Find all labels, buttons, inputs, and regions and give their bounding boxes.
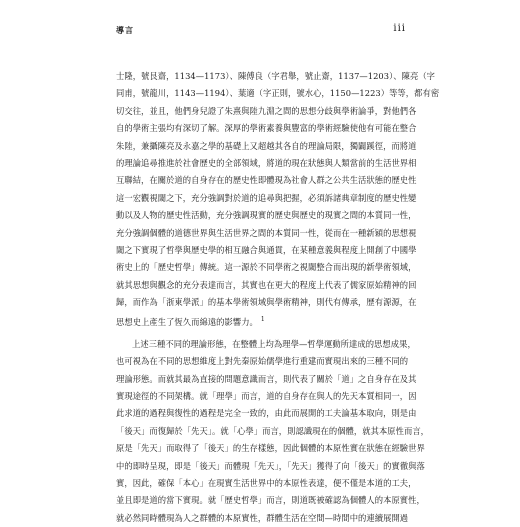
text-line: 上述三種不同的理論形態，在整體上均為理學—哲學運動所達成的思想成果， (132, 338, 416, 349)
text-line: 充分強調個體的道德世界與生活世界之間的本質同一性，從而在一種新穎的思想視 (116, 227, 417, 238)
text-line: 「後天」而復歸於「先天」。就「心學」而言，則認識現在的個體，就其本原性而言， (116, 425, 430, 436)
page-number: iii (393, 23, 406, 34)
footnote-mark: 1 (260, 316, 265, 324)
text-line: 並且即是道的當下實現。就「歷史哲學」而言，則道既被確認為個體人的本原實性， (116, 495, 425, 506)
text-line: 歸，而作為「浙東學派」的基本學術領域與學術精神，則代有傳承，歷有源源，在 (116, 297, 417, 308)
text-line: 動以及人物的歷史性活動，充分強調現實的歷史與歷史的現實之間的本質同一性， (116, 210, 417, 221)
text-line: 原是「先天」而取得了「後天」的生存樣態，因此個體的本原性實在狀態在經驗世界 (116, 443, 425, 454)
running-title: 導言 (116, 25, 134, 35)
text-line: 切交往，並且，他們身兒證了朱熹與陸九淵之間的思想分歧與學術論爭，對他們各 (116, 105, 417, 116)
text-line: 思想史上產生了恆久而綿遠的影響力。 $^1$ (116, 316, 265, 328)
text-line: 就必然同時體現為人之群體的本原實性，群體生活在空間—時間中的連續展開過 (116, 512, 409, 523)
page-header (116, 24, 406, 38)
text-line: 實現途徑的不同架構。就「理學」而言，道的自身存在與人的先天本質相同一，因 (116, 391, 417, 402)
paragraph (116, 336, 430, 527)
text-line: 此求道的過程與復性的過程是完全一致的，由此而展開的工夫論基本取向，則是由 (116, 408, 417, 419)
text-line: 閾之下實現了哲學與歷史學的相互融合與通貫，在某種意義與程度上開創了中國學 (116, 244, 417, 255)
text-line: 中的即時呈現，即是「後天」而體現「先天」，「先天」獲得了向「後天」的實徹與落 (116, 460, 425, 471)
text-line: 也可視為在不同的思想維度上對先秦原始儒學進行重建而實現出來的三種不同的 (116, 356, 409, 367)
paragraph (116, 68, 440, 329)
text-line: 這一宏觀視閾之下，充分強調對於道的追尋與把握，必須訴諸典章制度的歷史性變 (116, 192, 417, 203)
text-line: 同甫，號龍川，1143—1194）、葉適（字正則，號水心，1150—1223）等等，都有密 (116, 88, 440, 99)
text-line: 理論形態。而就其最為直接的問題意識而言，則代表了關於「道」之自身存在及其 (116, 373, 417, 384)
text-line: 自的學術主張均有深切了解。深厚的學術素養與豐富的學術經驗使他有可能在整合 (116, 123, 417, 134)
text-line: 士隆，號艮齋，1134—1173）、陳傅良（字君舉，號止齋，1137—1203）、陳亮（字 (116, 71, 436, 81)
body-text (116, 68, 440, 527)
text-line: 朱陸，兼攝陳亮及永嘉之學的基礎上又超越其各自的理論局限，獨闢蹊徑，而將道 (116, 140, 417, 151)
text-line: 的理論追尋推進於社會歷史的全部領域，將道的現在狀態與人類當前的生活世界相 (116, 157, 417, 168)
text-line: 就其思想與觀念的充分表達而言，其實也在更大的程度上代表了儒家原始精神的回 (116, 279, 417, 290)
paragraph-gap (116, 329, 406, 336)
text-line: 實，因此，確保「本心」在現實生活世界中的本原性表達，便不僅是本道的工夫， (116, 477, 417, 488)
text-line: 術史上的「歷史哲學」傳統。這一源於不同學術之視閾整合而出現的新學術領域， (116, 262, 417, 273)
text-line: 互聯結，在關於道的自身存在的歷史性即體現為社會人群之公共生活狀態的歷史性 (116, 175, 417, 186)
